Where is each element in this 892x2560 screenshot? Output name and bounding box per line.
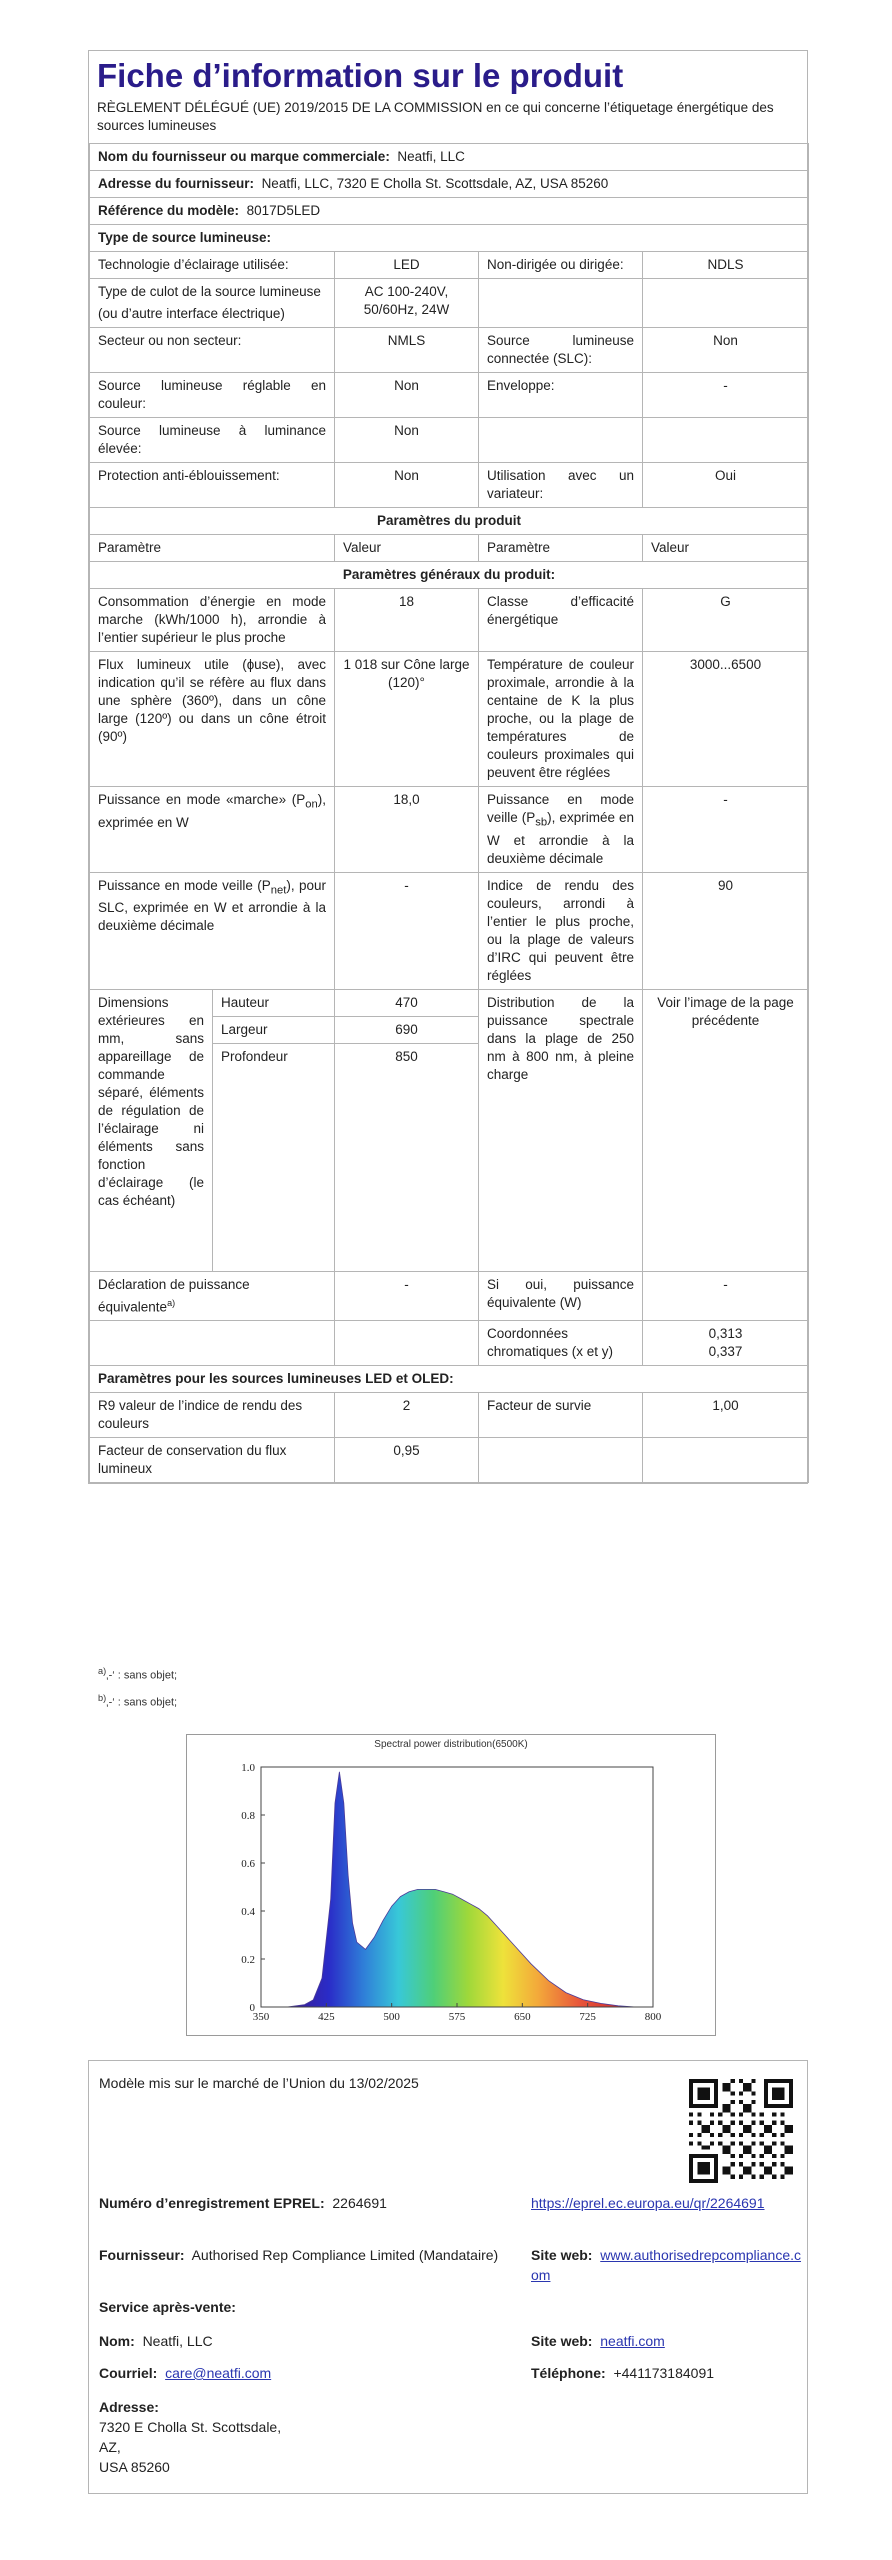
column-header-parameter: Paramètre bbox=[90, 535, 335, 562]
spectral-area bbox=[287, 1772, 635, 2007]
table-row bbox=[90, 872, 809, 989]
useful-flux-label: Flux lumineux utile (ɸuse), avec indication qu’il se réfère au flux dans une sphère (360º), dans un cône large (120º) ou dans un cône étroit (90º) bbox=[90, 652, 335, 787]
supplier-value: Authorised Rep Compliance Limited (Mandataire) bbox=[191, 2247, 499, 2263]
dimensions-label: Dimensions extérieures en mm, sans appareillage de commande séparé, éléments de régulation de l’éclairage ni éléments sans fonction d’éclairage (le cas échéant) bbox=[90, 989, 213, 1271]
energy-consumption-value: 18 bbox=[335, 589, 479, 652]
eprel-value: 2264691 bbox=[332, 2195, 387, 2211]
product-information-sheet bbox=[88, 50, 808, 1484]
qr-code-icon bbox=[689, 2079, 793, 2183]
standby-power-subscript: sb bbox=[535, 816, 548, 829]
supplier-name-row bbox=[90, 144, 809, 171]
directional-label: Non-dirigée ou dirigée: bbox=[479, 252, 643, 279]
cap-type-label-line: Type de culot de la source lumineuse bbox=[98, 284, 321, 299]
table-row bbox=[90, 1393, 809, 1438]
dimmable-value: Oui bbox=[643, 463, 809, 508]
dimmable-label: Utilisation avec un variateur: bbox=[479, 463, 643, 508]
model-reference-row bbox=[90, 198, 809, 225]
energy-consumption-label: Consommation d’énergie en mode marche (kWh/1000 h), arrondie à l’entier supérieur le plus proche bbox=[90, 589, 335, 652]
colour-tunable-label: Source lumineuse réglable en couleur: bbox=[90, 373, 335, 418]
address-line: USA 85260 bbox=[99, 2459, 170, 2475]
y-tick-label: 0.6 bbox=[241, 1858, 255, 1870]
x-tick-label: 800 bbox=[644, 2011, 662, 2023]
eprel-label: Numéro d’enregistrement EPREL: bbox=[99, 2195, 325, 2211]
width-value: 690 bbox=[335, 1016, 479, 1043]
y-tick-label: 0.2 bbox=[241, 1954, 255, 1966]
anti-glare-value: Non bbox=[335, 463, 479, 508]
envelope-label: Enveloppe: bbox=[479, 373, 643, 418]
model-reference-label: Référence du modèle: bbox=[98, 203, 240, 218]
equivalent-power-text: Déclaration de puissance équivalente bbox=[98, 1276, 250, 1315]
footnote-a-text: ‚-‘ : sans objet; bbox=[106, 1669, 178, 1682]
general-parameters-heading: Paramètres généraux du produit: bbox=[90, 562, 809, 589]
table-row bbox=[90, 418, 809, 463]
table-header-row bbox=[90, 535, 809, 562]
page-title: Fiche d’information sur le produit bbox=[97, 57, 624, 94]
networked-standby-label bbox=[90, 872, 335, 989]
service-name bbox=[99, 2331, 213, 2351]
y-tick-label: 1.0 bbox=[241, 1762, 255, 1774]
cap-type-label bbox=[90, 279, 335, 328]
equivalent-power-label bbox=[90, 1271, 335, 1321]
colour-temperature-value: 3000...6500 bbox=[643, 652, 809, 787]
envelope-value: - bbox=[643, 373, 809, 418]
spectral-distribution-value: Voir l’image de la page précédente bbox=[643, 989, 809, 1271]
product-table bbox=[89, 143, 809, 1483]
supplier-info bbox=[99, 2245, 519, 2265]
column-header-parameter: Paramètre bbox=[479, 535, 643, 562]
service-website-row bbox=[531, 2331, 665, 2351]
table-row bbox=[90, 279, 809, 328]
on-mode-power-value: 18,0 bbox=[335, 787, 479, 873]
general-parameters-heading-row bbox=[90, 562, 809, 589]
standby-power-value: - bbox=[643, 787, 809, 873]
source-type-heading: Type de source lumineuse: bbox=[90, 225, 809, 252]
y-tick-label: 0 bbox=[249, 2002, 255, 2014]
table-row bbox=[90, 252, 809, 279]
table-row bbox=[90, 463, 809, 508]
technology-value: LED bbox=[335, 252, 479, 279]
high-luminance-value: Non bbox=[335, 418, 479, 463]
spectral-power-chart bbox=[187, 1735, 715, 2035]
eprel-link[interactable]: https://eprel.ec.europa.eu/qr/2264691 bbox=[531, 2195, 765, 2211]
regulation-subtitle: RÈGLEMENT DÉLÉGUÉ (UE) 2019/2015 DE LA COMMISSION en ce qui concerne l’étiquetage énergétique des sources lumineuses bbox=[97, 100, 774, 133]
footnote-b-mark: b) bbox=[98, 1692, 107, 1703]
y-tick-label: 0.4 bbox=[241, 1906, 255, 1918]
connected-value: Non bbox=[643, 328, 809, 373]
networked-standby-value: - bbox=[335, 872, 479, 989]
standby-power-label bbox=[479, 787, 643, 873]
technology-label: Technologie d’éclairage utilisée: bbox=[90, 252, 335, 279]
on-mode-power-text: Puissance en mode «marche» (P bbox=[98, 792, 306, 807]
width-label: Largeur bbox=[213, 1016, 335, 1043]
footnote-b-text: ‚-‘ : sans objet; bbox=[106, 1696, 178, 1709]
chromaticity-y: 0,337 bbox=[708, 1344, 743, 1360]
service-email bbox=[99, 2363, 271, 2383]
table-row bbox=[90, 989, 809, 1016]
table-row bbox=[90, 1321, 809, 1366]
equivalent-watt-label: Si oui, puissance équivalente (W) bbox=[479, 1271, 643, 1321]
chromaticity-label: Coordonnées chromatiques (x et y) bbox=[479, 1321, 643, 1366]
networked-standby-text: Puissance en mode veille (P bbox=[98, 877, 271, 893]
supplier-label: Fournisseur: bbox=[99, 2247, 185, 2263]
y-tick-label: 0.8 bbox=[241, 1810, 255, 1822]
column-header-value: Valeur bbox=[335, 535, 479, 562]
phone-label: Téléphone: bbox=[531, 2365, 606, 2381]
colour-rendering-value: 90 bbox=[643, 872, 809, 989]
supplier-name-value: Neatfi, LLC bbox=[397, 149, 465, 164]
supplier-name-label: Nom du fournisseur ou marque commerciale: bbox=[98, 149, 390, 164]
useful-flux-value: 1 018 sur Cône large (120)° bbox=[335, 652, 479, 787]
lumen-maintenance-label: Facteur de conservation du flux lumineux bbox=[90, 1438, 335, 1483]
x-tick-label: 725 bbox=[579, 2011, 596, 2023]
email-link[interactable]: care@neatfi.com bbox=[165, 2365, 272, 2381]
service-website-label: Site web: bbox=[531, 2333, 593, 2349]
height-label: Hauteur bbox=[213, 989, 335, 1016]
mains-label: Secteur ou non secteur: bbox=[90, 328, 335, 373]
on-mode-power-subscript: on bbox=[305, 798, 318, 811]
email-label: Courriel: bbox=[99, 2365, 158, 2381]
x-tick-label: 650 bbox=[514, 2011, 531, 2023]
table-row bbox=[90, 589, 809, 652]
supplier-website-link[interactable]: www.authorisedrepcompliance.com bbox=[531, 2247, 802, 2283]
table-row bbox=[90, 328, 809, 373]
address-line: 7320 E Cholla St. Scottsdale, bbox=[99, 2419, 282, 2435]
networked-standby-text-end: ), pour SLC, exprimée en W et arrondie à la deuxième décimale bbox=[98, 877, 326, 934]
table-row bbox=[90, 652, 809, 787]
supplier-address-label: Adresse du fournisseur: bbox=[98, 176, 255, 191]
anti-glare-label: Protection anti-éblouissement: bbox=[90, 463, 335, 508]
colour-tunable-value: Non bbox=[335, 373, 479, 418]
efficiency-class-label: Classe d’efficacité énergétique bbox=[479, 589, 643, 652]
directional-value: NDLS bbox=[643, 252, 809, 279]
mains-value: NMLS bbox=[335, 328, 479, 373]
spectral-distribution-label: Distribution de la puissance spectrale dans la plage de 250 nm à 800 nm, à pleine charge bbox=[479, 989, 643, 1271]
supplier-address-row bbox=[90, 171, 809, 198]
address-line: AZ, bbox=[99, 2439, 121, 2455]
equivalent-watt-value: - bbox=[643, 1271, 809, 1321]
on-mode-power-label bbox=[90, 787, 335, 873]
led-parameters-heading-row bbox=[90, 1366, 809, 1393]
table-row bbox=[90, 373, 809, 418]
model-reference-value: 8017D5LED bbox=[246, 203, 321, 218]
survival-factor-value: 1,00 bbox=[643, 1393, 809, 1438]
x-tick-label: 350 bbox=[252, 2011, 270, 2023]
x-tick-label: 425 bbox=[318, 2011, 335, 2023]
market-date-text: Modèle mis sur le marché de l’Union du 13/02/2025 bbox=[99, 2075, 419, 2091]
r9-label: R9 valeur de l’indice de rendu des couleurs bbox=[90, 1393, 335, 1438]
colour-rendering-label: Indice de rendu des couleurs, arrondi à l’entier le plus proche, ou la plage de valeurs d’IRC qui peuvent être réglées bbox=[479, 872, 643, 989]
r9-value: 2 bbox=[335, 1393, 479, 1438]
footnotes bbox=[98, 1660, 177, 1713]
height-value: 470 bbox=[335, 989, 479, 1016]
equivalent-power-value: - bbox=[335, 1271, 479, 1321]
eprel-number bbox=[99, 2193, 387, 2213]
after-sales-heading: Service après-vente: bbox=[99, 2299, 236, 2315]
source-type-heading-row bbox=[90, 225, 809, 252]
x-tick-label: 575 bbox=[448, 2011, 466, 2023]
standby-power-text: Puissance en mode veille (P bbox=[487, 792, 634, 825]
table-row bbox=[90, 787, 809, 873]
depth-value: 850 bbox=[335, 1043, 479, 1271]
service-name-label: Nom: bbox=[99, 2333, 135, 2349]
footnote-marker: a) bbox=[167, 1297, 176, 1308]
chart-title: Spectral power distribution(6500K) bbox=[374, 1739, 528, 1750]
registration-panel bbox=[88, 2060, 808, 2494]
footnote-a bbox=[98, 1660, 177, 1687]
high-luminance-label: Source lumineuse à luminance élevée: bbox=[90, 418, 335, 463]
cap-type-label-note: (ou d’autre interface électrique) bbox=[98, 306, 285, 321]
survival-factor-label: Facteur de survie bbox=[479, 1393, 643, 1438]
parameters-heading: Paramètres du produit bbox=[90, 508, 809, 535]
service-website-link[interactable]: neatfi.com bbox=[600, 2333, 665, 2349]
service-name-value: Neatfi, LLC bbox=[142, 2333, 213, 2349]
service-address bbox=[99, 2397, 281, 2477]
depth-label: Profondeur bbox=[213, 1043, 335, 1271]
supplier-address-value: Neatfi, LLC, 7320 E Cholla St. Scottsdale, AZ, USA 85260 bbox=[261, 176, 609, 191]
colour-temperature-label: Température de couleur proximale, arrondie à la centaine de K la plus proche, ou la plage de températures de couleurs proximales qui peuvent être réglées bbox=[479, 652, 643, 787]
table-row bbox=[90, 1271, 809, 1321]
footnote-a-mark: a) bbox=[98, 1666, 107, 1676]
website-label: Site web: bbox=[531, 2247, 593, 2263]
address-label: Adresse: bbox=[99, 2399, 159, 2415]
chromaticity-x: 0,313 bbox=[708, 1326, 743, 1342]
networked-standby-subscript: net bbox=[270, 884, 287, 897]
column-header-value: Valeur bbox=[643, 535, 809, 562]
lumen-maintenance-value: 0,95 bbox=[335, 1438, 479, 1483]
led-parameters-heading: Paramètres pour les sources lumineuses LED et OLED: bbox=[90, 1366, 809, 1393]
standby-power-text-end: ), exprimée en W et arrondie à la deuxième décimale bbox=[487, 810, 634, 866]
efficiency-class-value: G bbox=[643, 589, 809, 652]
supplier-website-row bbox=[531, 2245, 807, 2285]
footnote-b bbox=[98, 1687, 177, 1714]
on-mode-power-text-end: ), exprimée en W bbox=[98, 792, 326, 830]
x-tick-label: 500 bbox=[383, 2011, 400, 2023]
phone-value: +441173184091 bbox=[613, 2365, 715, 2381]
parameters-heading-row bbox=[90, 508, 809, 535]
chromaticity-value bbox=[643, 1321, 809, 1366]
table-row bbox=[90, 1438, 809, 1483]
cap-type-value: AC 100-240V, 50/60Hz, 24W bbox=[335, 279, 479, 328]
connected-label: Source lumineuse connectée (SLC): bbox=[479, 328, 643, 373]
service-phone bbox=[531, 2363, 714, 2383]
spectral-chart-frame bbox=[186, 1734, 716, 2036]
